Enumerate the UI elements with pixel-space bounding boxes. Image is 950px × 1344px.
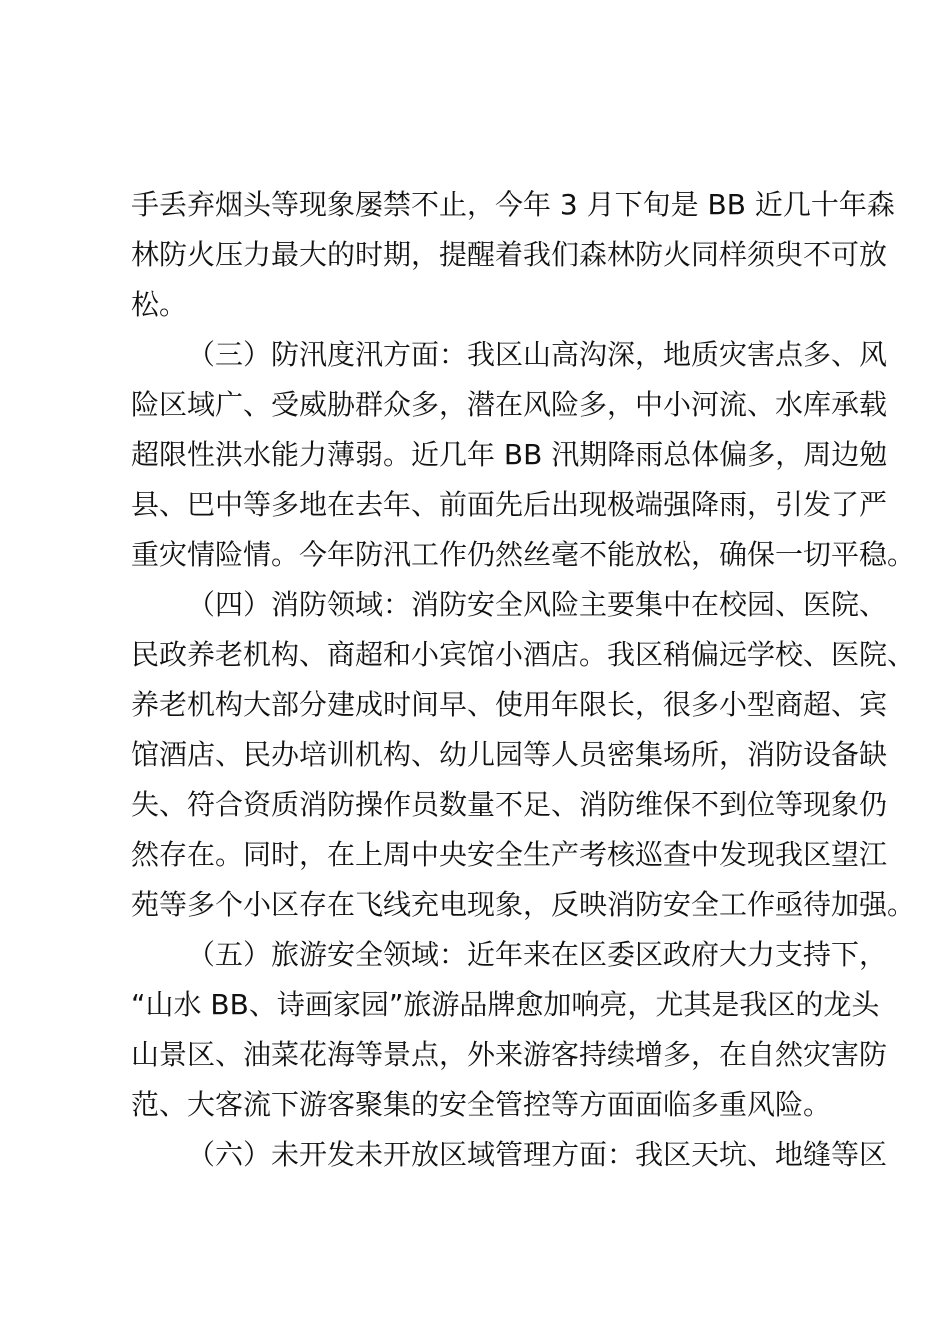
text-line: 超限性洪水能力薄弱。近几年 BB 汛期降雨总体偏多，周边勉: [131, 438, 888, 471]
text-line: 重灾情险情。今年防汛工作仍然丝毫不能放松，确保一切平稳。: [131, 538, 916, 571]
text-line: 县、巴中等多地在去年、前面先后出现极端强降雨，引发了严: [131, 488, 888, 521]
paragraph-heading-5: （五）旅游安全领域：近年来在区委区政府大力支持下，: [187, 938, 888, 971]
paragraph-heading-6: （六）未开发未开放区域管理方面：我区天坑、地缝等区: [187, 1138, 888, 1171]
text-line: 范、大客流下游客聚集的安全管控等方面面临多重风险。: [131, 1088, 832, 1121]
text-line: 养老机构大部分建成时间早、使用年限长，很多小型商超、宾: [131, 688, 888, 721]
paragraph-heading-4: （四）消防领域：消防安全风险主要集中在校园、医院、: [187, 588, 888, 621]
text-line: 松。: [131, 288, 188, 321]
text-line: 然存在。同时，在上周中央安全生产考核巡查中发现我区望江: [131, 838, 888, 871]
text-line: “山水 BB、诗画家园”旅游品牌愈加响亮，尤其是我区的龙头: [131, 988, 880, 1021]
text-line: 馆酒店、民办培训机构、幼儿园等人员密集场所，消防设备缺: [131, 738, 888, 771]
text-line: 险区域广、受威胁群众多，潜在风险多，中小河流、水库承载: [131, 388, 888, 421]
text-line: 民政养老机构、商超和小宾馆小酒店。我区稍偏远学校、医院、: [131, 638, 916, 671]
text-line: 手丢弃烟头等现象屡禁不止，今年 3 月下旬是 BB 近几十年森: [131, 188, 895, 221]
text-line: 苑等多个小区存在飞线充电现象，反映消防安全工作亟待加强。: [131, 888, 916, 921]
paragraph-heading-3: （三）防汛度汛方面：我区山高沟深，地质灾害点多、风: [187, 338, 888, 371]
text-line: 失、符合资质消防操作员数量不足、消防维保不到位等现象仍: [131, 788, 888, 821]
text-line: 山景区、油菜花海等景点，外来游客持续增多，在自然灾害防: [131, 1038, 888, 1071]
text-line: 林防火压力最大的时期，提醒着我们森林防火同样须臾不可放: [131, 238, 888, 271]
